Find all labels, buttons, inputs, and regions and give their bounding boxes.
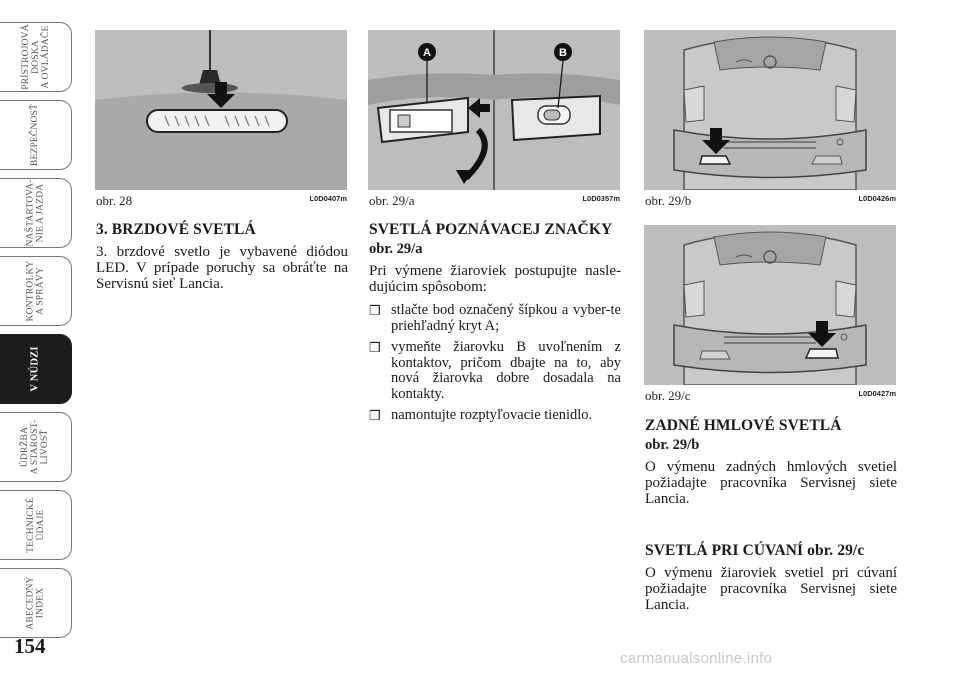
tab-label: V NÚDZI [29, 346, 41, 392]
list-item [369, 340, 621, 402]
figure-29a-code: L0D0357m [582, 194, 620, 203]
tab-pristrojova-doska[interactable] [0, 22, 72, 92]
figure-28-code: L0D0407m [309, 194, 347, 203]
checkbox-icon: ❒ [369, 340, 381, 355]
list-item [369, 303, 621, 334]
label-b: B [559, 47, 567, 59]
brake-light-text: 3. brzdové svetlo je vybavené diódou LED. V prípade poruchy sa obráťte na Servisnú sieť Lancia. [96, 244, 348, 292]
section-plate-light [369, 222, 621, 430]
watermark: carmanualsonline.info [620, 650, 773, 667]
figure-29a-plate-light [368, 30, 620, 190]
section-fog-light [645, 418, 897, 515]
plate-light-title: SVETLÁ POZNÁVACEJ ZNAČKY [369, 221, 613, 238]
tab-label: TECHNICKÉ ÚDAJE [25, 497, 46, 553]
list-item [369, 408, 621, 424]
figure-29c-reverse-light [644, 225, 896, 385]
reverse-light-title: SVETLÁ PRI CÚVANÍ obr. 29/c [645, 542, 865, 559]
figure-29c-caption: obr. 29/c [645, 388, 691, 403]
tab-technicke-udaje[interactable] [0, 490, 72, 560]
figure-28-caption: obr. 28 [96, 193, 133, 208]
brake-light-title: 3. BRZDOVÉ SVETLÁ [96, 221, 256, 238]
figure-29b-code: L0D0426m [858, 194, 896, 203]
checkbox-icon: ❒ [369, 408, 381, 423]
tab-label: ABECEDNÝ INDEX [25, 576, 46, 630]
tab-abecedny-index[interactable] [0, 568, 72, 638]
tab-udrzba[interactable] [0, 412, 72, 482]
step-text: stlačte bod označený šípkou a vyber-te priehľadný kryt A; [391, 302, 621, 334]
tab-nastartovanie[interactable] [0, 178, 72, 248]
step-text: namontujte rozptyľovacie tienidlo. [391, 407, 593, 423]
tab-label: PRÍSTROJOVÁ DOSKA A OVLÁDAČE [20, 24, 51, 90]
figure-29c-code: L0D0427m [858, 389, 896, 398]
fog-light-title: ZADNÉ HMLOVÉ SVETLÁ [645, 417, 842, 434]
label-a: A [423, 47, 431, 59]
section-brake-light [96, 222, 348, 300]
tab-bezpecnost[interactable] [0, 100, 72, 170]
tab-label: BEZPEČNOSŤ [30, 103, 41, 167]
figure-28-brake-light [95, 30, 347, 190]
plate-light-intro: Pri výmene žiaroviek postupujte nasle-dujúcim spôsobom: [369, 263, 621, 295]
tab-label: ÚDRŽBA A STAROST- LIVOSŤ [20, 419, 51, 475]
figure-29a-caption: obr. 29/a [369, 193, 415, 208]
tab-kontrolky[interactable] [0, 256, 72, 326]
tab-label: KONTROLKY A SPRÁVY [25, 260, 46, 322]
reverse-light-text: O výmenu žiaroviek svetiel pri cúvaní požiadajte pracovníka Servisnej siete Lancia. [645, 565, 897, 613]
plate-light-ref: obr. 29/a [369, 241, 423, 257]
fog-light-text: O výmenu zadných hmlových svetiel požiadajte pracovníka Servisnej siete Lancia. [645, 459, 897, 507]
tab-v-nudzi[interactable] [0, 334, 72, 404]
figure-29b-caption: obr. 29/b [645, 193, 692, 208]
figure-29b-fog-light [644, 30, 896, 190]
section-reverse-light [645, 543, 897, 621]
plate-light-steps [369, 303, 621, 424]
fog-light-ref: obr. 29/b [645, 437, 700, 453]
step-text: vymeňte žiarovku B uvoľnením z kontaktov, pričom dbajte na to, aby nová žiarovka dobre dosadala na kontakty. [391, 339, 621, 402]
tab-label: NAŠTARTOVA- NIE A JAZDA [25, 179, 46, 247]
page-number: 154 [14, 634, 46, 658]
checkbox-icon: ❒ [369, 303, 381, 318]
